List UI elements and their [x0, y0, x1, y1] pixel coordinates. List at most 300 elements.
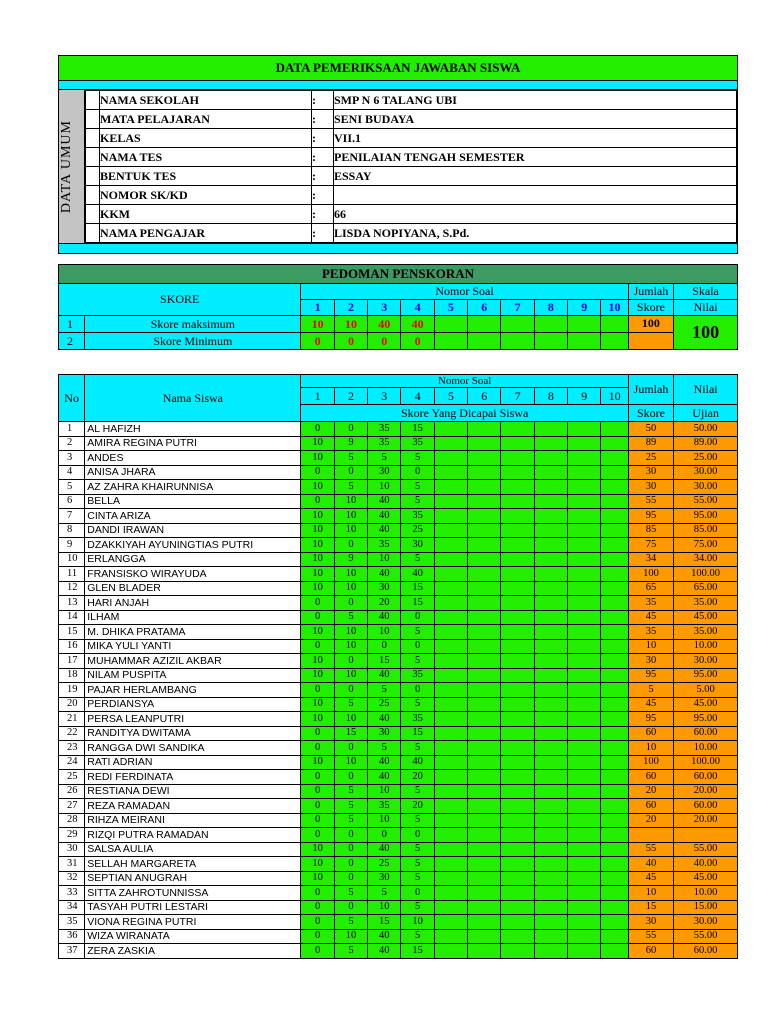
pedoman-score-cell: [501, 333, 534, 350]
score-cell: [601, 871, 628, 886]
score-cell: [468, 813, 501, 828]
student-name: SITTA ZAHROTUNNISSA: [85, 886, 301, 901]
nilai-ujian: 30.00: [674, 654, 738, 669]
score-cell: [534, 422, 567, 437]
score-cell: 15: [401, 726, 434, 741]
student-no: 3: [59, 451, 85, 466]
nilai-ujian: 85.00: [674, 523, 738, 538]
nilai-ujian: 60.00: [674, 770, 738, 785]
pedoman-score-cell: 0: [301, 333, 334, 350]
score-cell: [568, 494, 601, 509]
student-no: 32: [59, 871, 85, 886]
score-cell: [534, 581, 567, 596]
student-name: MUHAMMAR AZIZIL AKBAR: [85, 654, 301, 669]
nilai-ujian: 45.00: [674, 697, 738, 712]
pedoman-row-label: Skore Minimum: [85, 333, 301, 350]
score-cell: 10: [368, 813, 401, 828]
score-cell: 0: [401, 639, 434, 654]
score-cell: 5: [334, 799, 367, 814]
score-cell: [601, 625, 628, 640]
score-cell: [568, 755, 601, 770]
score-cell: [434, 552, 467, 567]
score-cell: [434, 828, 467, 843]
pedoman-score-cell: 0: [401, 333, 434, 350]
score-cell: [501, 610, 534, 625]
score-cell: 10: [334, 581, 367, 596]
score-cell: [601, 581, 628, 596]
score-cell: 5: [401, 625, 434, 640]
student-name: ANDES: [85, 451, 301, 466]
score-cell: [434, 625, 467, 640]
student-no: 8: [59, 523, 85, 538]
score-cell: [468, 770, 501, 785]
score-cell: [601, 799, 628, 814]
jumlah-skore: 100: [628, 755, 673, 770]
score-cell: [534, 770, 567, 785]
table-row: [59, 538, 738, 553]
score-cell: 0: [301, 799, 334, 814]
score-cell: 35: [368, 422, 401, 437]
score-cell: [468, 726, 501, 741]
student-name: M. DHIKA PRATAMA: [85, 625, 301, 640]
table-row: [59, 523, 738, 538]
score-cell: [468, 900, 501, 915]
student-no: 19: [59, 683, 85, 698]
student-no: 27: [59, 799, 85, 814]
score-cell: 5: [401, 900, 434, 915]
student-no: 20: [59, 697, 85, 712]
table-row: [59, 610, 738, 625]
score-cell: [434, 842, 467, 857]
student-name: RIHZA MEIRANI: [85, 813, 301, 828]
score-cell: 0: [368, 639, 401, 654]
score-cell: [601, 567, 628, 582]
pedoman-score-cell: 10: [301, 316, 334, 333]
nilai-ujian: 35.00: [674, 625, 738, 640]
field-colon: :: [312, 205, 334, 224]
score-cell: [534, 465, 567, 480]
student-name: RANDITYA DWITAMA: [85, 726, 301, 741]
score-cell: 10: [301, 509, 334, 524]
question-number: 5: [434, 388, 467, 405]
table-row: [59, 828, 738, 843]
nomor-soal-header: Nomor Soal: [301, 375, 628, 388]
score-cell: 40: [368, 567, 401, 582]
score-cell: 5: [401, 451, 434, 466]
score-cell: 10: [301, 871, 334, 886]
student-name: NILAM PUSPITA: [85, 668, 301, 683]
score-cell: [534, 712, 567, 727]
score-cell: [501, 581, 534, 596]
field-colon: :: [312, 129, 334, 148]
student-name: MIKA YULI YANTI: [85, 639, 301, 654]
field-value: ESSAY: [334, 167, 737, 186]
score-cell: [468, 828, 501, 843]
score-cell: 35: [368, 538, 401, 553]
score-cell: 15: [368, 915, 401, 930]
score-cell: [434, 813, 467, 828]
score-cell: 0: [301, 770, 334, 785]
jumlah-skore: 60: [628, 770, 673, 785]
jumlah-skore: 20: [628, 784, 673, 799]
score-cell: 25: [368, 857, 401, 872]
student-name: REDI FERDINATA: [85, 770, 301, 785]
score-cell: [501, 654, 534, 669]
table-row: [59, 770, 738, 785]
jumlah-skore: 50: [628, 422, 673, 437]
pedoman-score-cell: 0: [334, 333, 367, 350]
nilai-ujian: 100.00: [674, 755, 738, 770]
score-cell: 0: [334, 857, 367, 872]
jumlah-skore: 55: [628, 842, 673, 857]
score-cell: [501, 915, 534, 930]
score-cell: [568, 828, 601, 843]
score-cell: 10: [368, 900, 401, 915]
field-label: KELAS: [100, 129, 312, 148]
pedoman-row-no: 2: [59, 333, 85, 350]
score-cell: [468, 886, 501, 901]
score-cell: 0: [301, 915, 334, 930]
score-cell: [568, 842, 601, 857]
skore-header: SKORE: [59, 284, 301, 316]
info-row: [86, 129, 737, 148]
score-cell: [468, 654, 501, 669]
score-cell: 5: [401, 741, 434, 756]
score-cell: [468, 697, 501, 712]
student-no: 2: [59, 436, 85, 451]
score-cell: 0: [301, 900, 334, 915]
score-cell: [434, 654, 467, 669]
score-cell: [468, 494, 501, 509]
jumlah-skore: 15: [628, 900, 673, 915]
jumlah-skore: 65: [628, 581, 673, 596]
nilai-ujian: 20.00: [674, 784, 738, 799]
score-cell: [501, 770, 534, 785]
score-cell: 0: [401, 465, 434, 480]
skore-subheader: Skore: [628, 300, 673, 316]
nilai-ujian: 25.00: [674, 451, 738, 466]
score-cell: [468, 422, 501, 437]
score-cell: 10: [301, 581, 334, 596]
nilai-ujian: 95.00: [674, 509, 738, 524]
score-cell: 10: [334, 567, 367, 582]
score-cell: [434, 712, 467, 727]
score-cell: 10: [334, 509, 367, 524]
student-no: 28: [59, 813, 85, 828]
nilai-ujian: 5.00: [674, 683, 738, 698]
student-name: AZ ZAHRA KHAIRUNNISA: [85, 480, 301, 495]
score-cell: [468, 683, 501, 698]
jumlah-skore: 30: [628, 915, 673, 930]
table-row: [59, 668, 738, 683]
score-cell: [468, 581, 501, 596]
nama-header: Nama Siswa: [85, 375, 301, 422]
student-name: TASYAH PUTRI LESTARI: [85, 900, 301, 915]
score-cell: [534, 523, 567, 538]
student-name: PERDIANSYA: [85, 697, 301, 712]
score-cell: 30: [368, 581, 401, 596]
student-no: 6: [59, 494, 85, 509]
score-cell: [434, 770, 467, 785]
score-cell: [568, 886, 601, 901]
table-row: [59, 567, 738, 582]
nilai-ujian: 30.00: [674, 915, 738, 930]
score-cell: 5: [368, 683, 401, 698]
score-cell: 40: [401, 755, 434, 770]
score-cell: 10: [301, 480, 334, 495]
field-value: 66: [334, 205, 737, 224]
score-cell: [534, 871, 567, 886]
student-no: 26: [59, 784, 85, 799]
score-cell: 40: [368, 509, 401, 524]
score-cell: [434, 494, 467, 509]
score-cell: [501, 828, 534, 843]
score-cell: [501, 639, 534, 654]
score-cell: [601, 654, 628, 669]
score-cell: [534, 610, 567, 625]
score-cell: [601, 552, 628, 567]
score-cell: 40: [368, 494, 401, 509]
score-cell: 5: [334, 610, 367, 625]
student-no: 9: [59, 538, 85, 553]
score-cell: [468, 523, 501, 538]
score-cell: [568, 654, 601, 669]
score-cell: 5: [334, 451, 367, 466]
jumlah-skore: 34: [628, 552, 673, 567]
score-cell: [501, 784, 534, 799]
score-cell: 0: [334, 538, 367, 553]
student-no: 11: [59, 567, 85, 582]
score-cell: 0: [334, 900, 367, 915]
jumlah-skore: 95: [628, 712, 673, 727]
score-cell: 5: [401, 654, 434, 669]
student-no: 29: [59, 828, 85, 843]
score-cell: [601, 668, 628, 683]
score-cell: 25: [368, 697, 401, 712]
field-value: SMP N 6 TALANG UBI: [334, 91, 737, 110]
score-cell: [534, 538, 567, 553]
score-cell: 40: [368, 755, 401, 770]
nilai-ujian: 55.00: [674, 929, 738, 944]
nilai-ujian: 60.00: [674, 944, 738, 959]
score-cell: [568, 668, 601, 683]
field-value: PENILAIAN TENGAH SEMESTER: [334, 148, 737, 167]
nilai-ujian: 30.00: [674, 465, 738, 480]
score-cell: [601, 494, 628, 509]
score-cell: [601, 900, 628, 915]
score-cell: [434, 929, 467, 944]
score-cell: 0: [301, 610, 334, 625]
score-cell: 0: [301, 886, 334, 901]
score-cell: 0: [301, 828, 334, 843]
question-number: 3: [368, 300, 401, 316]
table-row: [59, 900, 738, 915]
nilai-ujian: 75.00: [674, 538, 738, 553]
field-colon: :: [312, 91, 334, 110]
score-cell: 5: [368, 451, 401, 466]
student-no: 5: [59, 480, 85, 495]
student-no: 25: [59, 770, 85, 785]
student-no: 23: [59, 741, 85, 756]
jumlah-skore: 10: [628, 886, 673, 901]
score-cell: 35: [368, 436, 401, 451]
score-cell: 5: [401, 842, 434, 857]
field-label: NOMOR SK/KD: [100, 186, 312, 205]
score-cell: [501, 697, 534, 712]
score-cell: 0: [401, 828, 434, 843]
score-cell: 40: [401, 567, 434, 582]
score-cell: [601, 915, 628, 930]
question-number: 8: [534, 300, 567, 316]
score-cell: 0: [301, 813, 334, 828]
students-table: [58, 374, 738, 959]
pedoman-score-cell: 0: [368, 333, 401, 350]
score-cell: 9: [334, 552, 367, 567]
score-cell: [568, 509, 601, 524]
jumlah-skore: 25: [628, 451, 673, 466]
field-colon: :: [312, 167, 334, 186]
score-cell: [601, 712, 628, 727]
table-row: [59, 886, 738, 901]
jumlah-skore: 45: [628, 871, 673, 886]
score-cell: [434, 683, 467, 698]
score-cell: [501, 857, 534, 872]
table-row: [59, 654, 738, 669]
score-cell: [601, 538, 628, 553]
score-cell: 10: [368, 784, 401, 799]
score-cell: 5: [334, 915, 367, 930]
pedoman-score-cell: [468, 333, 501, 350]
pedoman-score-cell: [501, 316, 534, 333]
data-umum-table: [58, 55, 738, 254]
score-cell: 0: [401, 886, 434, 901]
question-number: 10: [601, 300, 628, 316]
score-cell: 10: [301, 538, 334, 553]
jumlah-skore: 55: [628, 929, 673, 944]
score-cell: 0: [301, 944, 334, 959]
jumlah-skore: 89: [628, 436, 673, 451]
score-cell: [468, 712, 501, 727]
student-name: PAJAR HERLAMBANG: [85, 683, 301, 698]
score-cell: 0: [301, 726, 334, 741]
nilai-ujian: 95.00: [674, 712, 738, 727]
score-cell: 5: [334, 784, 367, 799]
score-cell: [601, 828, 628, 843]
info-row: [86, 224, 737, 243]
score-cell: [468, 552, 501, 567]
score-cell: 0: [401, 683, 434, 698]
info-row: [86, 91, 737, 110]
score-cell: [601, 523, 628, 538]
score-cell: 15: [401, 581, 434, 596]
score-cell: [568, 915, 601, 930]
table-row: [59, 697, 738, 712]
score-cell: 10: [368, 552, 401, 567]
question-number: 2: [334, 300, 367, 316]
score-cell: [434, 697, 467, 712]
skore-dicapai-header: Skore Yang Dicapai Siswa: [301, 405, 628, 422]
student-no: 14: [59, 610, 85, 625]
question-number: 7: [501, 300, 534, 316]
score-cell: [434, 451, 467, 466]
score-cell: 40: [368, 668, 401, 683]
question-number: 1: [301, 388, 334, 405]
score-cell: [534, 755, 567, 770]
pedoman-score-cell: [534, 333, 567, 350]
nilai-ujian: 95.00: [674, 668, 738, 683]
score-cell: 10: [401, 915, 434, 930]
score-cell: 0: [301, 929, 334, 944]
score-cell: [434, 480, 467, 495]
question-number: 1: [301, 300, 334, 316]
jumlah-skore: 60: [628, 726, 673, 741]
score-cell: 20: [401, 770, 434, 785]
score-cell: 5: [401, 929, 434, 944]
student-name: RESTIANA DEWI: [85, 784, 301, 799]
score-cell: [468, 842, 501, 857]
score-cell: [501, 567, 534, 582]
score-cell: [534, 944, 567, 959]
table-row: [59, 726, 738, 741]
student-no: 22: [59, 726, 85, 741]
score-cell: [468, 784, 501, 799]
score-cell: [468, 639, 501, 654]
student-name: ANISA JHARA: [85, 465, 301, 480]
score-cell: [601, 784, 628, 799]
score-cell: 10: [301, 523, 334, 538]
score-cell: 5: [334, 944, 367, 959]
score-cell: [468, 625, 501, 640]
score-cell: 30: [368, 871, 401, 886]
jumlah-skore: 45: [628, 610, 673, 625]
question-number: 5: [434, 300, 467, 316]
score-cell: 10: [334, 755, 367, 770]
jumlah-skore: 95: [628, 668, 673, 683]
pedoman-score-cell: [468, 316, 501, 333]
nilai-header: Nilai: [674, 375, 738, 405]
score-cell: [468, 451, 501, 466]
jumlah-skore: 10: [628, 639, 673, 654]
student-no: 24: [59, 755, 85, 770]
table-row: [59, 552, 738, 567]
score-cell: 5: [334, 886, 367, 901]
pedoman-table: [58, 264, 738, 350]
score-cell: 10: [301, 451, 334, 466]
score-cell: [501, 712, 534, 727]
score-cell: 10: [301, 697, 334, 712]
jumlah-skore: 100: [628, 567, 673, 582]
student-no: 10: [59, 552, 85, 567]
score-cell: [434, 581, 467, 596]
score-cell: 0: [334, 422, 367, 437]
score-cell: 10: [301, 712, 334, 727]
score-cell: [534, 596, 567, 611]
score-cell: [601, 726, 628, 741]
score-cell: [601, 755, 628, 770]
score-cell: 5: [401, 494, 434, 509]
field-value: [334, 186, 737, 205]
table-row: [59, 915, 738, 930]
nilai-subheader: Nilai: [674, 300, 738, 316]
skala-nilai: 100: [674, 316, 738, 350]
student-no: 7: [59, 509, 85, 524]
score-cell: [468, 596, 501, 611]
jumlah-skore: 35: [628, 625, 673, 640]
score-cell: 0: [301, 422, 334, 437]
score-cell: [534, 683, 567, 698]
score-cell: [568, 436, 601, 451]
score-cell: 35: [368, 799, 401, 814]
